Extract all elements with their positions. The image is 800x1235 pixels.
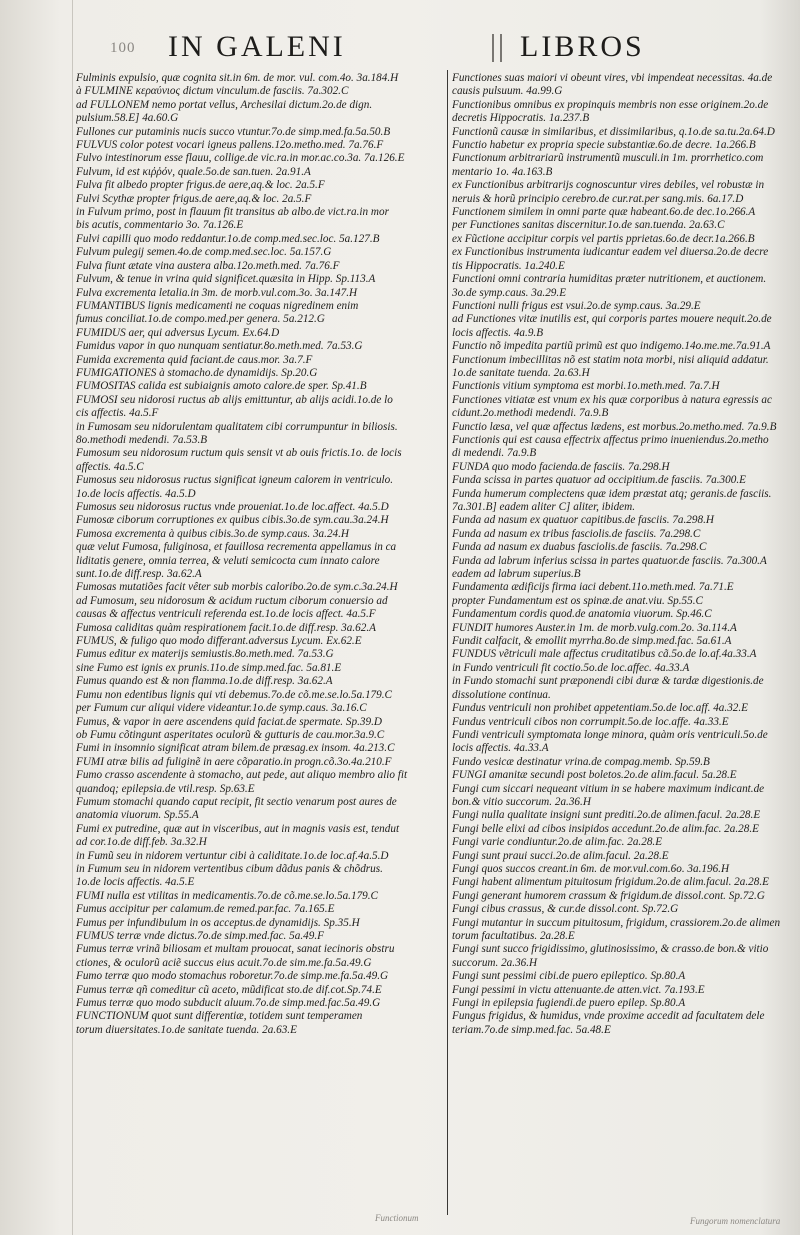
index-entry: Fumus, & vapor in aere ascendens quid faciat.de spermate. Sp.39.D [76,715,382,728]
index-entry: Fulvi capilli quo modo reddantur.1o.de comp.med.sec.loc. 5a.127.B [76,232,380,245]
index-entry: in Fumosam seu nidorulentam qualitatem cibi corrumpuntur in biliosis. [76,420,398,433]
index-entry: FUMOSITAS calida est subiaignis amoto calore.de sper. Sp.41.B [76,380,367,393]
index-entry: Fumi in insomnio significat atram bilem.de præsag.ex insom. 4a.213.C [76,742,395,755]
index-entry: Functionum imbecillitas nõ est statim nota morbi, nisi aliquid addatur. [452,353,769,366]
index-entry: in Fulvum primo, post in flauum fit transitus ab albo.de vict.ra.in mor [76,206,389,219]
index-entry: ex Fũctione accipitur corpis vel partis pprietas.6o.de decr.1a.266.B [452,232,755,245]
index-entry: propter Fundamentum est os spinæ.de anat.viu. Sp.55.C [452,594,703,607]
running-header-left: IN GALENI [168,30,346,63]
index-entry: Fulva fiunt ætate vina austera alba.12o.meth.med. 7a.76.F [76,259,340,272]
index-entry: Fumosum seu nidorosum ructum quis sensit vt ab ouis frictis.1o. de locis [76,447,402,460]
index-entry: FUNCTIONUM quot sunt differentiæ, totidem sunt temperamen [76,1010,363,1023]
index-entry: Fumosas mutatiões facit vêter sub morbis caloribo.2o.de sym.c.3a.24.H [76,581,398,594]
index-entry: quæ velut Fumosa, fuliginosa, et fauillosa recrementa appellamus in ca [76,541,397,554]
index-entry: Fulvum pulegij semen.4o.de comp.med.sec.loc. 5a.157.G [76,246,332,259]
index-entry: Functiones suas maiori vi obeunt vires, vbi impendeat necessitas. 4a.de [452,72,773,84]
index-entry: Fungi belle elixi ad cibos insipidos accedunt.2o.de alim.fac. 2a.28.E [452,822,759,835]
index-entry: Funda ad nasum ex duabus fasciolis.de fasciis. 7a.298.C [452,541,707,554]
index-entry: torum diuersitates.1o.de sanitate tuenda. 2a.63.E [76,1023,297,1036]
index-entry: Fungi cum siccari nequeant vitium in se habere maximum indicant.de [452,782,765,795]
index-entry: cis affectis. 4a.5.F [76,407,159,420]
index-entry: FUMUS, & fuligo quo modo differant.adversus Lycum. Ex.62.E [76,635,362,648]
index-entry: Fulvum, & tenue in vrina quid significet.quæsita in Hipp. Sp.113.A [76,273,376,286]
index-entry: Fungi in epilepsia fugiendi.de puero epilep. Sp.80.A [452,997,686,1010]
index-entry: tis Hippocratis. 1a.240.E [452,259,565,272]
index-entry: FUMI nulla est vtilitas in medicamentis.7o.de cõ.me.se.lo.5a.179.C [76,889,379,902]
index-entry: in Fumum seu in nidorem vertentibus cibum dãdus panis & chõdrus. [76,862,383,875]
index-entry: fumus conciliat.1o.de compo.med.per genera. 5a.212.G [76,313,325,326]
index-entry: anatomia viuorum. Sp.55.A [76,809,199,822]
index-entry: Fumus editur ex materijs semiustis.8o.meth.med. 7a.53.G [76,648,334,661]
index-entry: 7a.301.B] eadem aliter C] aliter, ibidem. [452,501,636,513]
index-entry: Fumosa caliditas quàm respirationem facit.1o.de diff.resp. 3a.62.A [76,621,376,634]
catchword-right: Fungorum nomenclatura [690,1216,781,1226]
index-entry: bon.& vitio succorum. 2a.36.H [452,795,591,808]
catchword-left: Functionum [375,1213,419,1223]
index-entry: Fumus terræ qñ comeditur cũ aceto, mũdificat sto.de dif.cot.Sp.74.E [76,983,382,996]
index-entry: Fulva fit albedo propter frigus.de aere,aq.& loc. 2a.5.F [76,179,325,192]
index-entry: Functio nõ impedita partiũ primũ est quo indigemo.14o.me.me.7a.91.A [452,340,771,353]
index-entry: Functionum arbitrariarũ instrumentũ musculi.in 1m. prorrhetico.com [452,152,764,165]
index-entry: Fungi sunt pessimi cibi.de puero epileptico. Sp.80.A [452,970,686,983]
index-entry: Fumus terræ vrinã biliosam et multam prouocat, sanat iecinoris obstru [76,943,395,956]
running-header-right: LIBROS [520,30,645,63]
index-entry: sunt.1o.de diff.resp. 3a.62.A [76,568,202,581]
index-entry: Fumus quando est & non flamma.1o.de diff.resp. 3a.62.A [76,675,333,688]
index-entry: Fundamentum cordis quod.de anatomia viuorum. Sp.46.C [452,608,712,621]
index-entry: Functionibus omnibus ex propinquis membris non esse originem.2o.de [452,98,769,111]
index-entry: in Fundo ventriculi fit coctio.5o.de loc.affec. 4a.33.A [452,661,690,674]
index-entry: Functionem similem in omni parte quæ habeant.6o.de dec.1o.266.A [452,206,756,219]
index-entry: ctiones, & oculorũ aciẽ succus eius acuit.7o.de sim.me.fa.5a.49.G [76,956,372,969]
index-entry: Functionis vitium symptoma est morbi.1o.meth.med. 7a.7.H [452,380,720,393]
index-entry: 3o.de symp.caus. 3a.29.E [452,286,567,299]
index-entry: Fungi varie condiuntur.2o.de alim.fac. 2a.28.E [452,836,663,849]
index-entry: Funda ad nasum ex tribus fasciolis.de fasciis. 7a.298.C [452,527,701,540]
index-entry: eadem ad labrum superius.B [452,568,581,581]
index-entry: FUNDIT humores Auster.in 1m. de morb.vulg.com.2o. 3a.114.A [452,621,737,634]
index-entry: ob Fumu cõtingunt asperitates oculorũ & gutturis de cau.mor.3a.9.C [76,728,385,741]
index-entry: Fundamenta ædificijs firma iaci debent.11o.meth.med. 7a.71.E [452,581,734,594]
index-entry: sine Fumo est ignis ex prunis.11o.de simp.med.fac. 5a.81.E [76,661,342,674]
margin-rule [72,0,73,1235]
index-entry: Fullones cur putaminis nucis succo vtuntur.7o.de simp.med.fa.5a.50.B [76,125,391,138]
index-entry: bis acutis, commentario 3o. 7a.126.E [76,219,244,232]
index-entry: 8o.methodi medendi. 7a.53.B [76,433,208,446]
index-entry: neruis & horũ principio cerebro.de cur.rat.per sang.mis. 6a.17.D [452,192,744,205]
index-entry: quandoq; epilepsia.de vtil.resp. Sp.63.E [76,782,255,795]
index-entry: teriam.7o.de simp.med.fac. 5a.48.E [452,1023,611,1036]
index-entry: causas & affectus ventriculi referenda est.1o.de locis affect. 4a.5.F [76,608,376,621]
index-entry: Fulva excrementa letalia.in 3m. de morb.vul.com.3o. 3a.147.H [76,286,358,299]
index-entry: Fundus ventriculi non prohibet appetentiam.5o.de loc.aff. 4a.32.E [452,702,749,715]
index-entry: pulsium.58.E] 4a.60.G [76,112,179,125]
index-column-right [452,72,796,1037]
index-entry: Fungi pessimi in victu attenuante.de atten.vict. 7a.193.E [452,983,705,996]
index-entry: Fulvo intestinorum esse flauu, collige.de vic.ra.in mor.ac.co.3a. 7a.126.E [76,152,405,165]
index-entry: Fungi sunt succo frigidissimo, glutinosissimo, & crasso.de bon.& vitio [452,943,769,956]
index-entry: in Fumũ seu in nidorem vertuntur cibi à caliditate.1o.de loc.af.4a.5.D [76,849,389,862]
index-entry: per Functiones sanitas discernitur.1o.de san.tuenda. 2a.63.C [452,219,725,232]
index-entry: in Fundo stomachi sunt præponendi cibi duræ & tardæ digestionis.de [452,675,764,688]
index-entry: Fumi ex putredine, quæ aut in visceribus, aut in magnis vasis est, tendut [76,822,400,835]
index-entry: decretis Hippocratis. 1a.237.B [452,112,590,125]
index-entry: Fungi quos succos creant.in 6m. de mor.vul.com.6o. 3a.196.H [452,862,730,875]
index-entry: FUMOSI seu nidorosi ructus ab alijs emittuntur, ab alijs acidi.1o.de lo [76,393,393,406]
index-entry: Functio læsa, vel quæ affectus lædens, est morbus.2o.metho.med. 7a.9.B [452,420,777,433]
index-entry: Fulvi Scythæ propter frigus.de aere,aq.& loc. 2a.5.F [76,192,312,205]
index-entry: Fungi nulla qualitate insigni sunt prediti.2o.de alimen.facul. 2a.28.E [452,809,761,822]
index-entry: affectis. 4a.5.C [76,460,144,473]
index-entry: Funda scissa in partes quatuor ad occipitium.de fasciis. 7a.300.E [452,474,746,487]
index-entry: Functionis qui est causa effectrix affectus primo inueniendus.2o.metho [452,433,769,446]
index-entry: locis affectis. 4a.9.B [452,326,544,339]
index-entry: FULVUS color potest vocari igneus pallens.12o.metho.med. 7a.76.F [76,139,384,152]
index-entry: Fumosa excrementa à quibus cibis.3o.de symp.caus. 3a.24.H [76,527,350,540]
index-entry: Fungi generant humorem crassum & frigidum.de dissol.cont. Sp.72.G [452,889,765,902]
index-entry: ex Functionibus instrumenta iudicantur eadem vel diuersa.2o.de decre [452,246,769,259]
index-entry: FUMIGATIONES à stomacho.de dynamidijs. Sp.20.G [76,366,318,379]
index-entry: Funda humerum complectens quæ idem præstat atq; geranis.de fasciis. [452,487,772,500]
index-entry: Fungi mutantur in succum pituitosum, frigidum, crassiorem.2o.de alimen [452,916,781,929]
index-entry: Fumo terræ quo modo stomachus roboretur.7o.de simp.me.fa.5a.49.G [76,970,389,983]
folio-number: 100 [110,40,136,56]
index-entry: Fungus frigidus, & humidus, vnde proxime accedit ad facultatem dele [452,1010,765,1023]
index-entry: Fumida excrementa quid faciant.de caus.mor. 3a.7.F [76,353,313,366]
index-entry: FUNGI amanitæ secundi post boletos.2o.de alim.facul. 5a.28.E [452,769,737,782]
index-entry: 1o.de locis affectis. 4a.5.D [76,487,196,500]
index-entry: FUMI atræ bilis ad fuliginẽ in aere cõparatio.in progn.cõ.3o.4a.210.F [76,755,392,768]
index-entry: FUNDUS vẽtriculi male affectus cruditatibus cã.5o.de lo.af.4a.33.A [452,648,757,661]
index-entry: per Fumum cur aliqui videre videantur.1o.de symp.caus. 3a.16.C [76,702,367,715]
index-entry: Funda ad nasum ex quatuor capitibus.de fasciis. 7a.298.H [452,514,714,527]
index-entry: Fumus accipitur per calamum.de remed.par.fac. 7a.165.E [76,903,335,916]
index-entry: Functioni omni contraria humiditas præter nutritionem, et auctionem. [452,273,767,286]
index-entry: Fundit calfacit, & emollit myrrha.8o.de simp.med.fac. 5a.61.A [452,635,732,648]
index-entry: 1o.de sanitate tuenda. 2a.63.H [452,366,590,379]
column-divider [447,70,448,1215]
index-entry: Fumus per infundibulum in os acceptus.de dynamidijs. Sp.35.H [76,916,360,929]
index-entry: FUMANTIBUS lignis medicamenti ne coquas nigredinem enim [76,299,359,312]
index-entry: Fundus ventriculi cibos non corrumpit.5o.de loc.affe. 4a.33.E [452,715,729,728]
index-entry: Functioni nulli frigus est vsui.2o.de symp.caus. 3a.29.E [452,299,701,312]
index-entry: succorum. 2a.36.H [452,956,538,969]
index-entry: causis pulsuum. 4a.99.G [452,85,563,98]
index-entry: Fumus terræ quo modo subducit aluum.7o.de simp.med.fac.5a.49.G [76,997,381,1010]
index-entry: mentario 1o. 4a.163.B [452,165,553,178]
index-entry: ad FULLONEM nemo portat vellus, Archesilai dictum.2o.de dign. [76,98,373,111]
index-entry: Fumosus seu nidorosus ructus significat igneum calorem in ventriculo. [76,474,394,487]
index-entry: Fungi sunt praui succi.2o.de alim.facul. 2a.28.E [452,849,669,862]
index-entry: Fundi ventriculi symptomata longe minora, quàm oris ventriculi.5o.de [452,728,768,741]
index-entry: Fumu non edentibus lignis qui vti debemus.7o.de cõ.me.se.lo.5a.179.C [76,688,393,701]
index-entry: Fumum stomachi quando caput recipit, fit sectio venarum post aures de [76,795,397,808]
index-entry: Fundo vesicæ destinatur vrina.de compag.memb. Sp.59.B [452,755,710,768]
index-entry: 1o.de locis affectis. 4a.5.E [76,876,195,889]
index-entry: ad Fumosum, seu nidorosum & acidum ructum ciborum conuersio ad [76,594,388,607]
index-entry: Fumidus vapor in quo nunquam sentiatur.8o.meth.med. 7a.53.G [76,340,363,353]
index-entry: Funda ad labrum inferius scissa in partes quatuor.de fasciis. 7a.300.A [452,554,767,567]
index-entry: ex Functionibus arbitrarijs cognoscuntur vires debiles, vel robustæ in [452,179,765,192]
index-entry: Fumosæ ciborum corruptiones ex quibus cibis.3o.de sym.cau.3a.24.H [76,514,389,527]
index-entry: dissolutione continua. [452,688,551,701]
index-entry: cidunt.2o.methodi medendi. 7a.9.B [452,407,609,420]
index-column-left [76,72,443,1037]
index-entry: Fumo crasso ascendente à stomacho, aut pede, aut aliquo membro alio fit [76,769,408,782]
index-entry: ad Functiones vitæ inutilis est, qui corporis partes mouere nequit.2o.de [452,313,772,326]
index-entry: torum facultatibus. 2a.28.E [452,930,575,942]
index-entry: locis affectis. 4a.33.A [452,742,549,755]
index-entry: liditatis genere, omnia terrea, & veluti semicocta cum innato calore [76,554,380,567]
index-entry: FUNDA quo modo facienda.de fasciis. 7a.298.H [452,460,670,473]
index-entry: Functio habetur ex propria specie substantiæ.6o.de decre. 1a.266.B [452,139,756,152]
index-entry: Functionũ causæ in similaribus, et dissimilaribus, q.1o.de sa.tu.2a.64.D [452,125,775,138]
index-entry: FUMUS terræ vnde dictus.7o.de simp.med.fac. 5a.49.F [76,930,324,942]
index-entry: Fumosus seu nidorosus ructus vnde proueniat.1o.de loc.affect. 4a.5.D [76,501,389,513]
index-entry: Fungi habent alimentum pituitosum frigidum.2o.de alim.facul. 2a.28.E [452,876,769,889]
index-entry: Functiones vitiatæ est vnum ex his quæ corporibus à natura egressis ac [452,393,772,406]
index-entry: à FULMINE κεραύνιος dictum vinculum.de fasciis. 7a.302.C [76,85,349,98]
index-entry: Fulvum, id est κιῤῥόν, quale.5o.de san.tuen. 2a.91.A [76,165,311,178]
index-entry: di medendi. 7a.9.B [452,447,537,460]
index-entry: Fulminis expulsio, quæ cognita sit.in 6m. de mor. vul. com.4o. 3a.184.H [76,72,399,84]
index-entry: FUMIDUS aer, qui adversus Lycum. Ex.64.D [76,326,280,339]
index-entry: Fungi cibus crassus, & cur.de dissol.cont. Sp.72.G [452,903,679,916]
index-entry: ad cor.1o.de diff.feb. 3a.32.H [76,836,207,849]
